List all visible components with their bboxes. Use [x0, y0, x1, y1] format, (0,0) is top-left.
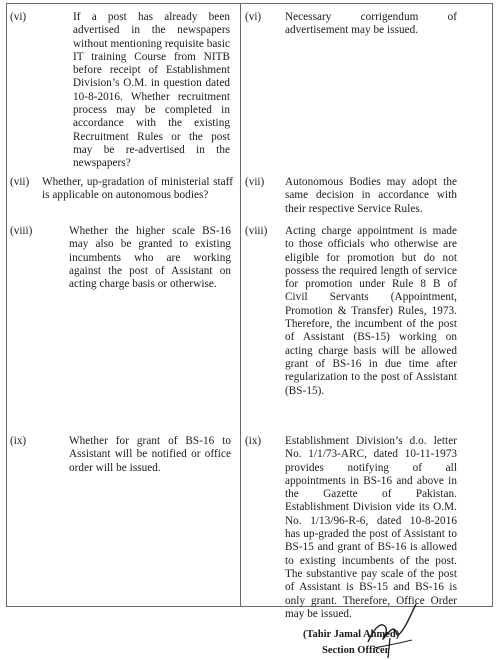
reply-number: (ix) [245, 435, 262, 447]
reply-number: (vi) [245, 11, 262, 23]
question-text: Whether for grant of BS-16 to Assistant will be notified or office order will be issued. [69, 435, 231, 474]
reply-text: Establishment Division’s d.o. letter No. 1/1/73-ARC, dated 10-11-1973 provides notifying of all appointments in BS-16 and above in the Gazette of Pakistan. Establishment Division vide its O.M. No. 1/13/96-R-6, dated 10-8-2016 has up-graded the post of Assistant to BS-15 and grant of BS-16 is allowed to existing incumbents of the post. The substantive pay scale of the post of Assistant is BS-15 and BS-16 is only grant. Therefore, Office Order may be issued. [285, 435, 457, 620]
question-number: (vii) [10, 176, 30, 188]
reply-number: (viii) [245, 225, 268, 237]
question-number: (viii) [10, 225, 33, 237]
signatory-designation: Section Officer [322, 645, 390, 656]
reply-number: (vii) [245, 176, 265, 188]
question-number: (ix) [10, 435, 27, 447]
reply-text: Autonomous Bodies may adopt the same decision in accordance with their respective Service Rules. [285, 176, 457, 215]
column-divider [240, 4, 241, 606]
question-number: (vi) [10, 11, 27, 23]
signatory-name: (Tahir Jamal Ahmed) [303, 629, 400, 640]
reply-text: Acting charge appointment is made to those officials who otherwise are eligible for promotion but do not possess the required length of service for promotion under Rule 8 B of Civil Servants (Appointment, Promotion & Transfer) Rules, 1973. Therefore, the incumbent of the post of Assistant (BS-15) working on acting charge basis will be allowed grant of BS-16 in due time after regularization to the post of Assistant (BS-15). [285, 225, 457, 397]
queries-table [6, 3, 493, 620]
question-text: If a post has already been advertised in the newspapers without mentioning requisite basic IT training Course from NITB before receipt of Establishment Division’s O.M. in question dated 10-8-2016. Whether recruitment process may be completed in accordance with the existing Recruitment Rules or the post may be re-advertised in the newspapers? [73, 11, 230, 170]
question-text: Whether, up-gradation of ministerial staff is applicable on autonomous bodies? [42, 176, 233, 202]
reply-text: Necessary corrigendum of advertisement may be issued. [285, 11, 457, 37]
question-text: Whether the higher scale BS-16 may also be granted to existing incumbents who are working against the post of Assistant on acting charge basis or otherwise. [69, 225, 231, 291]
